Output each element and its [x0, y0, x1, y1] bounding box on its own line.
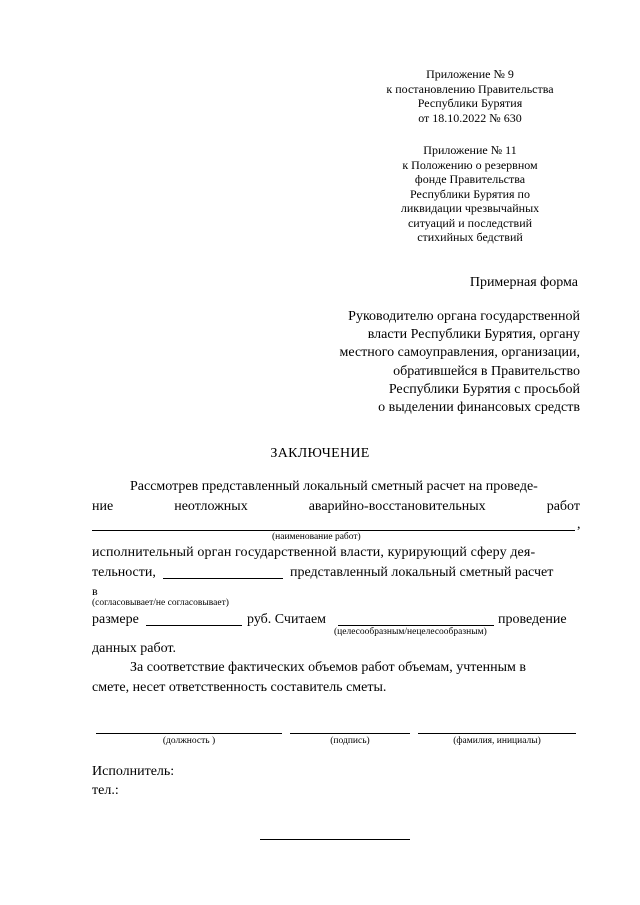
body-line-7b: руб. Считаем	[247, 612, 327, 627]
addressee-line: о выделении финансовых средств	[378, 400, 580, 416]
appendix-11-line: стихийных бедствий	[417, 230, 523, 244]
appendix-11-line: ситуаций и последствий	[407, 215, 533, 230]
body-line-7c: проведение	[498, 612, 567, 627]
addressee-line: Республики Бурятия с просьбой	[388, 381, 580, 397]
addressee-line: Руководителю органа государственной	[348, 309, 580, 324]
expedient-caption: (целесообразным/нецелесообразным)	[334, 627, 487, 637]
body-word: работ	[546, 499, 580, 514]
expedient-field[interactable]	[338, 625, 494, 626]
appendix-11-line: Приложение № 11	[423, 143, 517, 157]
addressee-block	[300, 308, 580, 417]
body-line-2	[92, 499, 580, 515]
document-title: ЗАКЛЮЧЕНИЕ	[270, 446, 370, 461]
position-caption: (должность )	[162, 736, 216, 746]
addressee-line: власти Республики Бурятия, органу	[367, 327, 580, 343]
signature-field[interactable]	[290, 733, 410, 734]
body-word: аварийно-восстановительных	[308, 499, 486, 514]
body-word: неотложных	[174, 499, 248, 514]
body-word: ние	[92, 499, 114, 514]
appendix-11-block	[370, 143, 570, 245]
works-name-field[interactable]	[92, 530, 575, 531]
body-line-6: в	[92, 584, 98, 598]
body-line-8: данных работ.	[92, 641, 176, 656]
agreement-caption: (согласовывает/не согласовывает)	[92, 598, 229, 608]
signature-caption: (подпись)	[330, 736, 370, 746]
appendix-11-line: фонде Правительства	[414, 172, 526, 186]
addressee-line: обратившейся в Правительство	[393, 363, 580, 379]
appendix-9-line: от 18.10.2022 № 630	[418, 110, 522, 125]
appendix-11-line: к Положению о резервном	[402, 157, 538, 172]
bottom-divider	[260, 839, 410, 840]
appendix-11-line: ликвидации чрезвычайных	[400, 201, 540, 215]
body-line-5b: представленный локальный сметный расчет	[290, 565, 554, 580]
body-line-1: Рассмотрев представленный локальный сметный расчет на проведе-	[130, 479, 538, 494]
addressee-line: местного самоуправления, организации,	[339, 345, 580, 361]
body-line-4: исполнительный орган государственной власти, курирующий сферу дея-	[92, 545, 536, 560]
body-line-7a: размере	[92, 612, 139, 627]
works-name-caption: (наименование работ)	[272, 532, 361, 542]
appendix-9-line: Республики Бурятия	[417, 96, 523, 110]
works-comma: ,	[577, 517, 581, 532]
position-signature-field[interactable]	[96, 733, 282, 734]
name-signature-field[interactable]	[418, 733, 576, 734]
body-p2-line-1: За соответствие фактических объемов работ объемам, учтенным в	[130, 660, 526, 675]
appendix-9-block	[370, 67, 570, 125]
appendix-9-line: к постановлению Правительства	[386, 81, 554, 96]
body-p2-line-2: смете, несет ответственность составитель сметы.	[92, 680, 387, 695]
name-caption: (фамилия, инициалы)	[453, 736, 541, 746]
appendix-11-line: Республики Бурятия по	[410, 186, 530, 201]
agreement-field[interactable]	[163, 578, 283, 579]
executor-phone: тел.:	[92, 783, 119, 798]
executor-label: Исполнитель:	[92, 764, 175, 779]
amount-field[interactable]	[146, 625, 242, 626]
appendix-9-line: Приложение № 9	[426, 67, 514, 81]
form-label: Примерная форма	[469, 275, 578, 290]
body-line-5a: тельности,	[92, 565, 156, 580]
